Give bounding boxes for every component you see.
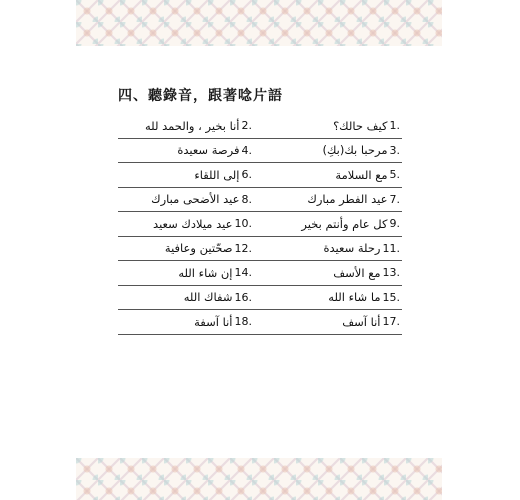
section-heading: 四、聽錄音，跟著唸片語 xyxy=(118,88,283,104)
decorative-pattern-top xyxy=(76,0,442,46)
phrase-number: 7. xyxy=(389,192,400,206)
table-row xyxy=(118,310,402,335)
phrase-number: 15. xyxy=(382,290,400,304)
phrase-item xyxy=(260,217,402,231)
phrase-number: 5. xyxy=(389,168,400,182)
phrase-number: 12. xyxy=(234,241,252,255)
phrase-text: مع السلامة xyxy=(335,167,388,182)
phrase-item xyxy=(260,192,402,206)
phrase-item xyxy=(118,241,260,255)
phrase-text: عيد الأضحى مبارك xyxy=(151,192,240,207)
phrase-text: شفاك الله xyxy=(183,290,233,305)
phrase-item xyxy=(118,290,260,304)
phrase-item xyxy=(260,290,402,304)
phrase-item xyxy=(118,192,260,206)
decorative-pattern-bottom xyxy=(76,458,442,500)
phrase-number: 9. xyxy=(389,217,400,231)
phrase-item xyxy=(260,315,402,329)
phrase-text: إلى اللقاء xyxy=(194,167,240,182)
phrase-table xyxy=(118,114,402,335)
phrase-item xyxy=(118,266,260,280)
table-row xyxy=(118,139,402,164)
phrase-number: 16. xyxy=(234,290,252,304)
table-row xyxy=(118,114,402,139)
phrase-number: 14. xyxy=(234,266,252,280)
table-row xyxy=(118,261,402,286)
phrase-text: إن شاء الله xyxy=(178,265,233,280)
phrase-text: أنا آسف xyxy=(342,314,381,329)
phrase-number: 11. xyxy=(382,241,400,255)
phrase-item xyxy=(118,119,260,133)
table-row xyxy=(118,237,402,262)
phrase-number: 4. xyxy=(241,143,252,157)
table-row xyxy=(118,212,402,237)
phrase-number: 3. xyxy=(389,143,400,157)
phrase-text: أنا آسفة xyxy=(194,314,233,329)
phrase-text: صحّتين وعافية xyxy=(164,241,233,256)
phrase-item xyxy=(260,119,402,133)
phrase-item xyxy=(118,315,260,329)
phrase-item xyxy=(260,168,402,182)
phrase-number: 8. xyxy=(241,192,252,206)
phrase-number: 1. xyxy=(389,119,400,133)
phrase-text: ما شاء الله xyxy=(328,290,381,305)
phrase-item xyxy=(118,143,260,157)
phrase-item xyxy=(118,168,260,182)
phrase-number: 2. xyxy=(241,119,252,133)
phrase-text: كيف حالك؟ xyxy=(333,118,388,133)
phrase-text: مع الأسف xyxy=(333,265,381,280)
phrase-item xyxy=(260,143,402,157)
table-row xyxy=(118,286,402,311)
phrase-text: عيد ميلادك سعيد xyxy=(153,216,233,231)
phrase-number: 10. xyxy=(234,217,252,231)
phrase-number: 18. xyxy=(234,315,252,329)
phrase-text: رحلة سعيدة xyxy=(323,241,381,256)
phrase-text: أنا بخير ، والحمد لله xyxy=(144,118,240,133)
table-row xyxy=(118,188,402,213)
table-row xyxy=(118,163,402,188)
phrase-text: مرحبا بك(بكِ) xyxy=(322,143,388,158)
phrase-item xyxy=(118,217,260,231)
phrase-text: كل عام وأنتم بخير xyxy=(301,216,388,231)
phrase-item xyxy=(260,266,402,280)
phrase-item xyxy=(260,241,402,255)
phrase-number: 13. xyxy=(382,266,400,280)
phrase-number: 17. xyxy=(382,315,400,329)
phrase-text: عيد الفطر مبارك xyxy=(307,192,388,207)
phrase-number: 6. xyxy=(241,168,252,182)
phrase-text: فرصة سعيدة xyxy=(177,143,240,158)
